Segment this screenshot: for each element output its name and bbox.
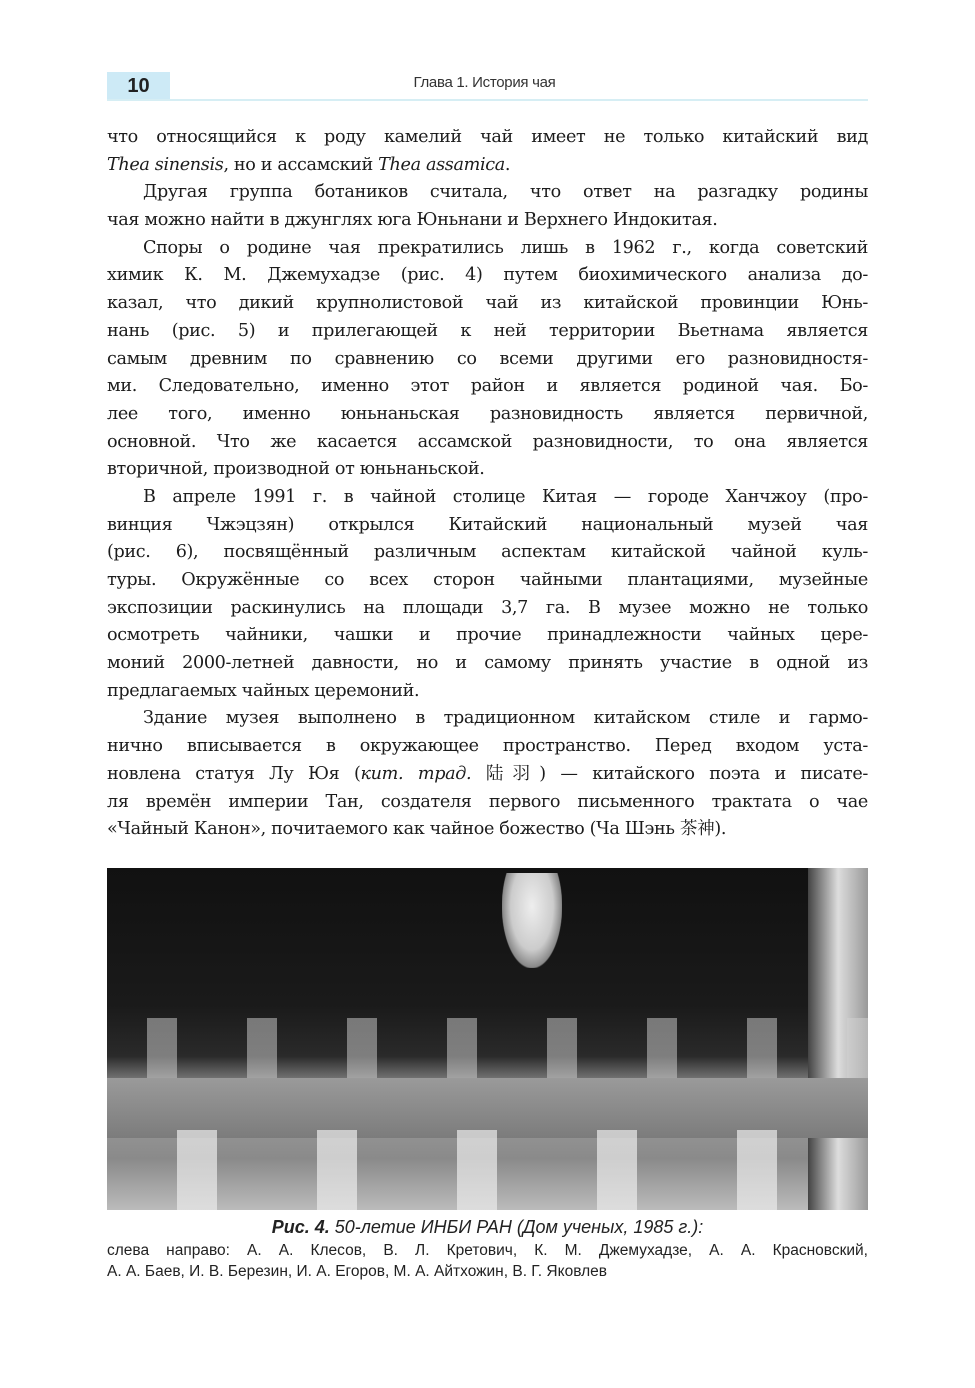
photo-flowers xyxy=(107,1130,868,1210)
header-rule xyxy=(107,99,868,101)
text-segment: ля времён империи Тан, создателя первого письменного трактата о чае xyxy=(107,791,868,812)
text-line xyxy=(107,207,868,235)
figure-photo xyxy=(107,868,868,1210)
text-segment: лее того, именно юньнаньская разновидность является первичной, xyxy=(107,403,868,424)
text-segment: основной. Что же касается ассамской разновидности, то она является xyxy=(107,431,868,452)
text-segment: (рис. 6), посвящённый различным аспектам китайской чайной куль- xyxy=(107,542,868,563)
text-segment: 陆羽) — китайского поэта и писате- xyxy=(471,763,868,784)
text-segment: осмотреть чайники, чашки и прочие принадлежности чайных цере- xyxy=(107,625,868,646)
text-line xyxy=(107,429,868,457)
text-line xyxy=(107,373,868,401)
text-segment: нань (рис. 5) и прилегающей к ней территории Вьетнама является xyxy=(107,320,868,341)
text-line xyxy=(107,290,868,318)
text-segment: предлагаемых чайных церемоний. xyxy=(107,680,420,701)
photo-table xyxy=(107,1078,868,1138)
text-line xyxy=(107,512,868,540)
text-segment: . xyxy=(504,154,511,175)
caption-line: слева направо: А. А. Клесов, В. Л. Кретович, К. М. Джемухадзе, А. А. Красновский, xyxy=(107,1242,868,1259)
text-segment: Споры о родине чая прекратились лишь в 1962 г., когда советский xyxy=(143,237,868,258)
text-line xyxy=(107,235,868,263)
photo-people xyxy=(107,1018,868,1078)
text-line xyxy=(107,179,868,207)
body-text xyxy=(107,124,868,844)
text-segment: винция Чжэцзян) открылся Китайский национальный музей чая xyxy=(107,514,868,535)
text-segment: Здание музея выполнено в традиционном китайском стиле и гармо- xyxy=(143,708,868,729)
text-segment: туры. Окружённые со всех сторон чайными плантациями, музейные xyxy=(107,570,868,590)
paragraph xyxy=(107,484,868,706)
text-segment: самым древним по сравнению со всеми другими его разновидностя- xyxy=(107,348,868,369)
running-title: Глава 1. История чая xyxy=(413,74,556,91)
text-segment: нично вписывается в окружающее пространство. Перед входом уста- xyxy=(107,736,868,757)
text-line xyxy=(107,761,868,789)
text-segment: химик К. М. Джемухадзе (рис. 4) путем биохимического анализа до- xyxy=(107,265,868,286)
text-line xyxy=(107,484,868,512)
paragraph xyxy=(107,235,868,484)
paragraph xyxy=(107,705,868,843)
text-segment: казал, что дикий крупнолистовой чай из китайской провинции Юнь- xyxy=(107,293,868,314)
italic-text: Thea assamica xyxy=(378,154,505,175)
text-segment: ми. Следовательно, именно этот район и является родиной чая. Бо- xyxy=(107,376,868,397)
text-segment: чая можно найти в джунглях юга Юньнани и Верхнего Индокитая. xyxy=(107,210,718,231)
text-line xyxy=(107,346,868,374)
text-line xyxy=(107,595,868,623)
text-segment: вторичной, производной от юньнаньской. xyxy=(107,459,485,480)
italic-text: кит. трад. xyxy=(360,763,472,784)
text-line xyxy=(107,456,868,484)
text-line xyxy=(107,401,868,429)
text-line xyxy=(107,567,868,595)
text-segment: что относящийся к роду камелий чай имеет не только китайский вид xyxy=(107,127,868,147)
italic-text: Thea sinensis xyxy=(107,154,224,175)
text-line xyxy=(107,705,868,733)
text-segment: , но и ассамский xyxy=(223,154,379,175)
text-line xyxy=(107,152,868,180)
text-line xyxy=(107,733,868,761)
text-segment: моний 2000-летней давности, но и самому принять участие в одной из xyxy=(107,653,868,674)
paragraph xyxy=(107,124,868,179)
text-line xyxy=(107,124,868,152)
text-line xyxy=(107,262,868,290)
figure-label: Рис. 4. xyxy=(271,1217,330,1237)
text-line xyxy=(107,789,868,817)
text-segment: «Чайный Канон», почитаемого как чайное божество (Ча Шэнь 茶神). xyxy=(107,819,727,840)
figure-title: 50-летие ИНБИ РАН (Дом ученых, 1985 г.): xyxy=(329,1217,704,1237)
text-segment: новлена статуя Лу Юя ( xyxy=(107,763,361,784)
caption-line: А. А. Баев, И. В. Березин, И. А. Егоров, М. А. Айтхожин, В. Г. Яковлев xyxy=(107,1263,607,1280)
text-line xyxy=(107,650,868,678)
page-number: 10 xyxy=(107,72,170,100)
text-line xyxy=(107,816,868,844)
text-segment: В апреле 1991 г. в чайной столице Китая — городе Ханчжоу (про- xyxy=(143,486,868,507)
text-line xyxy=(107,678,868,706)
text-line xyxy=(107,539,868,567)
photo-bust xyxy=(502,873,562,968)
figure-caption xyxy=(107,1214,868,1282)
text-line xyxy=(107,318,868,346)
text-segment: экспозиции раскинулись на площади 3,7 га. В музее можно не только xyxy=(107,597,868,618)
text-segment: Другая группа ботаников считала, что ответ на разгадку родины xyxy=(143,182,868,203)
caption-title xyxy=(107,1214,868,1240)
text-line xyxy=(107,622,868,650)
paragraph xyxy=(107,179,868,234)
